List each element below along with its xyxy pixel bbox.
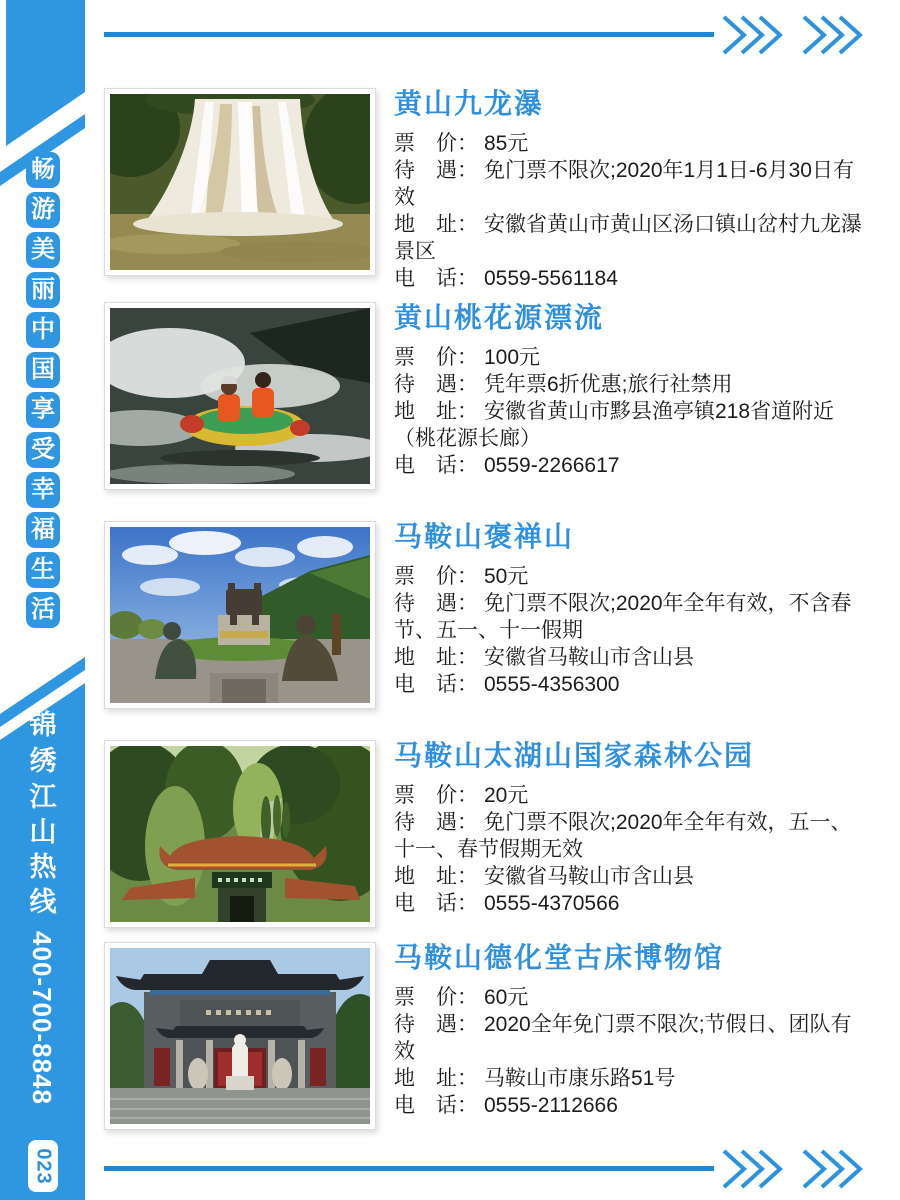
price-value: 20元 (484, 784, 529, 807)
hotline-label-char: 山 (29, 817, 57, 847)
listing-photo-frame (104, 740, 376, 928)
price-field: 票 价： 100元 (394, 346, 541, 369)
listing-text (394, 740, 869, 917)
phone-field: 电 话： 0555-2112666 (394, 1094, 618, 1117)
hotline-label-char: 热 (29, 852, 57, 882)
phone-field: 电 话： 0559-2266617 (394, 454, 620, 477)
listing-row (104, 740, 869, 928)
dehuatang-bed-museum-photo (110, 948, 370, 1124)
hotline-label-char: 线 (29, 887, 57, 917)
phone-value: 0555-4370566 (484, 892, 620, 915)
price-field: 票 价： 60元 (394, 986, 529, 1009)
benefit-value: 免门票不限次;2020年1月1日-6月30日有效 (394, 159, 854, 209)
address-value: 马鞍山市康乐路51号 (484, 1067, 676, 1090)
benefit-field: 待 遇： 免门票不限次;2020年全年有效，不含春节、五一、十一假期 (394, 592, 852, 642)
listing-photo-frame (104, 521, 376, 709)
listing-row (104, 302, 869, 490)
benefit-value: 免门票不限次;2020年全年有效，五一、十一、春节假期无效 (394, 811, 852, 861)
price-value: 50元 (484, 565, 529, 588)
taihu-mountain-forest-park-photo (110, 746, 370, 922)
address-value: 安徽省黄山市黄山区汤口镇山岔村九龙瀑景区 (394, 213, 862, 263)
page-number-badge (28, 1140, 58, 1192)
address-value: 安徽省马鞍山市含山县 (484, 646, 694, 669)
jiulong-waterfall-photo (110, 94, 370, 270)
benefit-field: 待 遇： 免门票不限次;2020年全年有效，五一、十一、春节假期无效 (394, 811, 852, 861)
benefit-value: 2020全年免门票不限次;节假日、团队有效 (394, 1013, 852, 1063)
phone-field: 电 话： 0555-4370566 (394, 892, 620, 915)
slogan-char: 国 (26, 352, 60, 388)
taohuayuan-rafting-photo (110, 308, 370, 484)
slogan-char: 生 (26, 552, 60, 588)
address-field: 地 址： 马鞍山市康乐路51号 (394, 1067, 676, 1090)
listing-title: 黄山桃花源漂流 (394, 302, 605, 333)
benefit-value: 凭年票6折优惠;旅行社禁用 (484, 373, 733, 396)
phone-field: 电 话： 0555-4356300 (394, 673, 620, 696)
phone-value: 0555-4356300 (484, 673, 620, 696)
bottom-divider-rule (104, 1166, 714, 1171)
slogan-char: 美 (26, 232, 60, 268)
top-divider-rule (104, 32, 714, 37)
phone-value: 0559-5561184 (484, 267, 618, 290)
hotline-number: 400-700-8848 (27, 931, 57, 1105)
hotline-label-char: 江 (29, 782, 57, 812)
address-value: 安徽省黄山市黟县渔亭镇218省道附近（桃花源长廊） (394, 400, 835, 450)
slogan-char: 畅 (26, 152, 60, 188)
chevron-right-icon (800, 1148, 864, 1190)
slogan-char: 游 (26, 192, 60, 228)
price-value: 60元 (484, 986, 529, 1009)
listing-title: 马鞍山褒禅山 (394, 521, 575, 552)
price-field: 票 价： 85元 (394, 132, 529, 155)
price-value: 85元 (484, 132, 529, 155)
slogan-char: 中 (26, 312, 60, 348)
address-value: 安徽省马鞍山市含山县 (484, 865, 694, 888)
phone-value: 0555-2112666 (484, 1094, 618, 1117)
benefit-value: 免门票不限次;2020年全年有效，不含春节、五一、十一假期 (394, 592, 852, 642)
price-field: 票 价： 50元 (394, 565, 529, 588)
listing-row (104, 942, 869, 1130)
slogan-char: 丽 (26, 272, 60, 308)
address-field: 地 址： 安徽省黄山市黄山区汤口镇山岔村九龙瀑景区 (394, 213, 862, 263)
benefit-field: 待 遇： 免门票不限次;2020年1月1日-6月30日有效 (394, 159, 854, 209)
listing-photo-frame (104, 88, 376, 276)
listing-row (104, 88, 869, 292)
hotline-label-char: 绣 (29, 746, 57, 776)
benefit-field: 待 遇： 2020全年免门票不限次;节假日、团队有效 (394, 1013, 852, 1063)
address-field: 地 址： 安徽省黄山市黟县渔亭镇218省道附近（桃花源长廊） (394, 400, 835, 450)
listing-text (394, 302, 869, 479)
chevron-right-icon (800, 14, 864, 56)
chevron-right-icon (720, 1148, 784, 1190)
listing-photo-frame (104, 942, 376, 1130)
chevron-right-icon (720, 14, 784, 56)
listing-text (394, 88, 869, 292)
slogan-char: 幸 (26, 472, 60, 508)
hotline-label-char: 锦 (29, 710, 57, 740)
slogan-char: 活 (26, 592, 60, 628)
benefit-field: 待 遇： 凭年票6折优惠;旅行社禁用 (394, 373, 733, 396)
slogan-char: 福 (26, 512, 60, 548)
address-field: 地 址： 安徽省马鞍山市含山县 (394, 646, 694, 669)
listing-row (104, 521, 869, 709)
page-number: 023 (32, 1147, 55, 1185)
listing-text (394, 521, 869, 698)
address-field: 地 址： 安徽省马鞍山市含山县 (394, 865, 694, 888)
slogan-char: 享 (26, 392, 60, 428)
phone-value: 0559-2266617 (484, 454, 620, 477)
listing-title: 马鞍山太湖山国家森林公园 (394, 740, 755, 771)
listing-title: 黄山九龙瀑 (394, 88, 545, 119)
price-field: 票 价： 20元 (394, 784, 529, 807)
phone-field: 电 话： 0559-5561184 (394, 267, 618, 290)
listing-photo-frame (104, 302, 376, 490)
listing-title: 马鞍山德化堂古床博物馆 (394, 942, 725, 973)
left-sidebar (0, 0, 115, 1200)
slogan-char: 受 (26, 432, 60, 468)
listing-text (394, 942, 869, 1119)
baochan-mountain-photo (110, 527, 370, 703)
price-value: 100元 (484, 346, 541, 369)
